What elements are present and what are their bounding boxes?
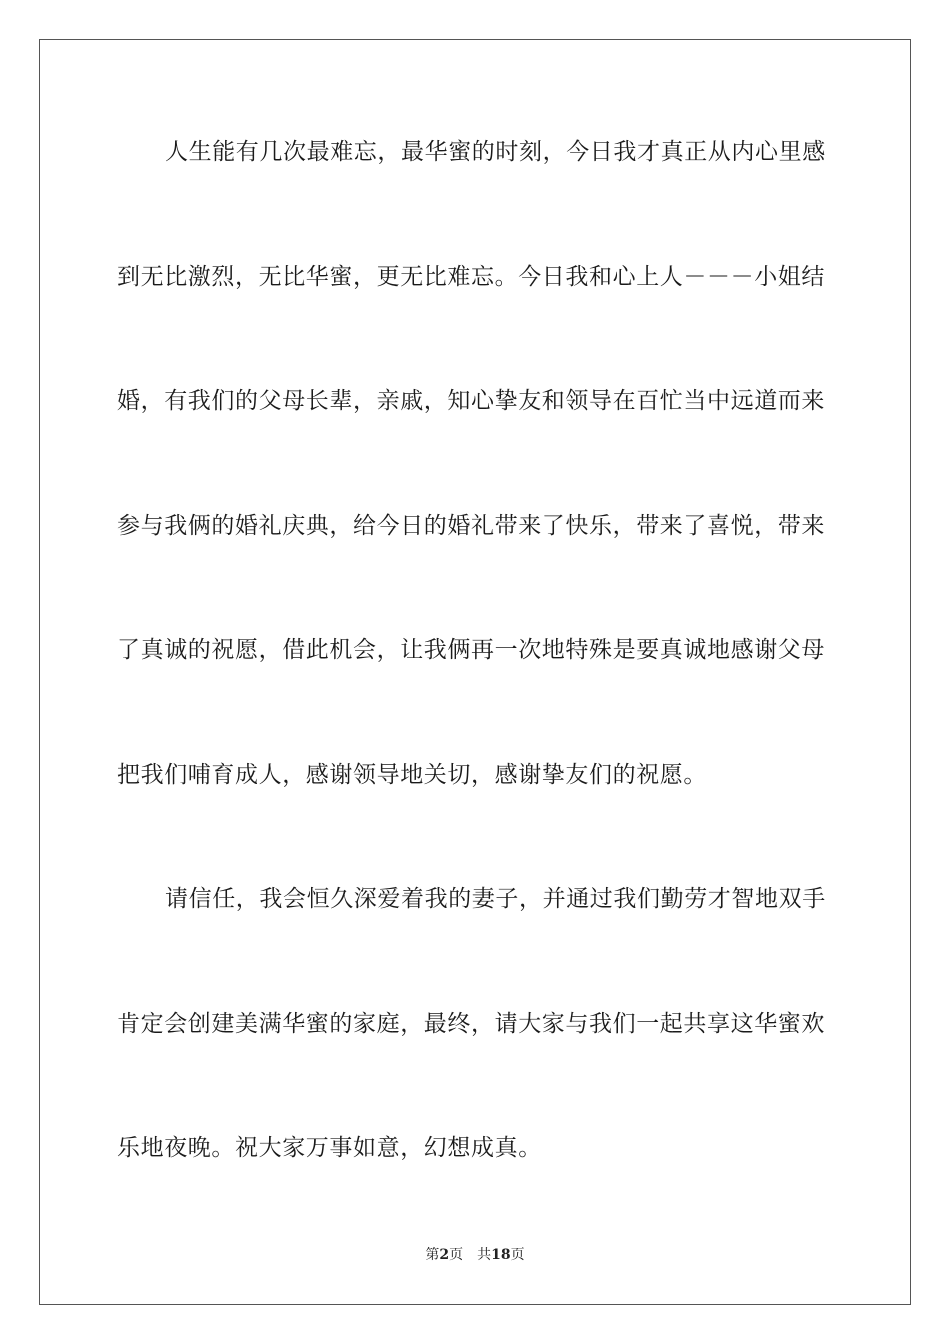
total-suffix: 页 <box>510 1247 525 1263</box>
page-footer <box>0 1246 950 1264</box>
paragraph-line: 乐地夜晚。祝大家万事如意，幻想成真。 <box>117 1135 542 1161</box>
page-prefix: 第 <box>425 1247 440 1263</box>
paragraph-line: 参与我俩的婚礼庆典，给今日的婚礼带来了快乐，带来了喜悦，带来 <box>117 513 825 539</box>
total-prefix: 共 <box>477 1247 492 1263</box>
paragraph-line: 婚，有我们的父母长辈，亲戚，知心挚友和领导在百忙当中远道而来 <box>117 388 825 414</box>
paragraph-line: 请信任，我会恒久深爱着我的妻子，并通过我们勤劳才智地双手 <box>165 886 826 912</box>
paragraph-line: 了真诚的祝愿，借此机会，让我俩再一次地特殊是要真诚地感谢父母 <box>117 637 825 663</box>
page-border <box>39 39 911 1305</box>
total-pages-label <box>477 1247 524 1263</box>
paragraph-line: 到无比激烈，无比华蜜，更无比难忘。今日我和心上人－－－小姐结 <box>117 264 825 290</box>
page-label <box>425 1247 463 1263</box>
total-page-count: 18 <box>491 1247 511 1263</box>
current-page-number: 2 <box>439 1247 450 1263</box>
page-suffix: 页 <box>449 1247 464 1263</box>
paragraph-line: 肯定会创建美满华蜜的家庭，最终，请大家与我们一起共享这华蜜欢 <box>117 1011 825 1037</box>
paragraph-line: 人生能有几次最难忘，最华蜜的时刻，今日我才真正从内心里感 <box>165 139 826 165</box>
paragraph-line: 把我们哺育成人，感谢领导地关切，感谢挚友们的祝愿。 <box>117 762 707 788</box>
